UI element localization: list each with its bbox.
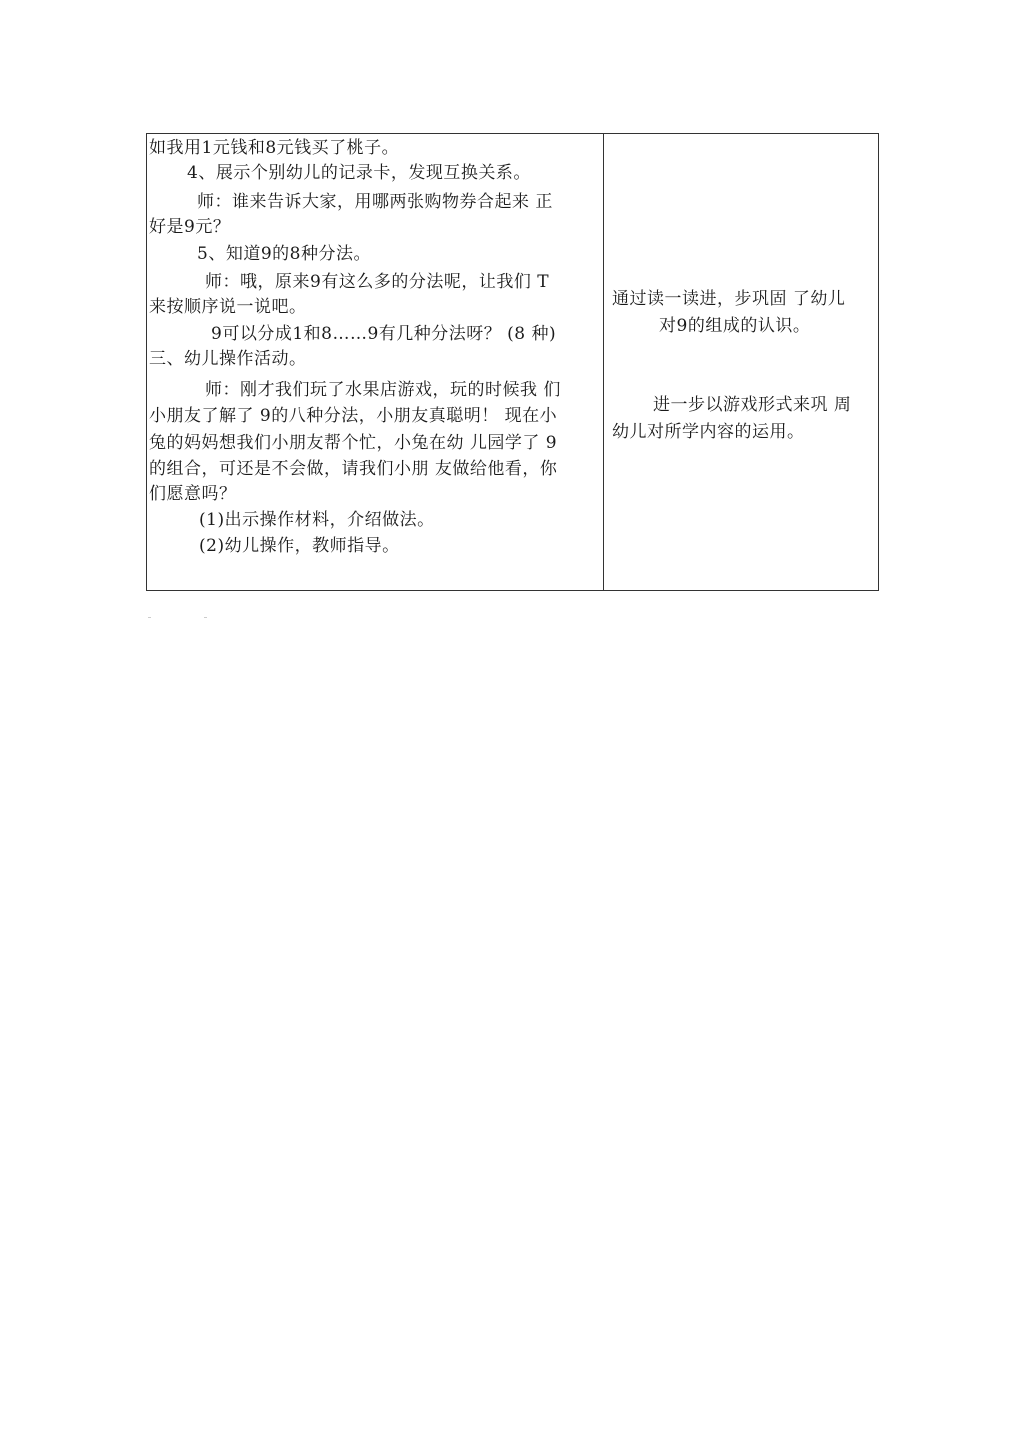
left-line-3: 师：谁来告诉大家，用哪两张购物券合起来 正 <box>197 192 553 212</box>
column-divider <box>603 134 604 590</box>
left-line-10: 师：刚才我们玩了水果店游戏，玩的时候我 们 <box>205 380 561 400</box>
left-line-13: 的组合，可还是不会做，请我们小朋 友做给他看，你 <box>149 459 558 479</box>
left-line-8: 9可以分成1和8……9有几种分法呀？ (8 种) <box>211 324 557 344</box>
right-note-2-line-1: 进一步以游戏形式来巩 周 <box>653 395 852 415</box>
right-note-1-line-2: 对9的组成的认识。 <box>659 316 811 336</box>
left-line-15: (1)出示操作材料，介绍做法。 <box>199 510 435 530</box>
left-line-6: 师：哦，原来9有这么多的分法呢，让我们 T <box>205 272 550 292</box>
right-note-2-line-2: 幼儿对所学内容的运用。 <box>612 422 805 442</box>
left-line-4: 好是9元？ <box>149 217 231 237</box>
left-line-5: 5、知道9的8种分法。 <box>197 244 371 264</box>
scan-artifact <box>148 617 151 618</box>
left-line-1: 如我用1元钱和8元钱买了桃子。 <box>149 138 400 158</box>
left-line-12: 兔的妈妈想我们小朋友帮个忙，小兔在幼 儿园学了 9 <box>149 433 558 453</box>
left-line-7: 来按顺序说一说吧。 <box>149 297 307 317</box>
left-line-11: 小朋友了解了 9的八种分法，小朋友真聪明！ 现在小 <box>149 406 558 426</box>
left-line-14: 们愿意吗？ <box>149 484 237 504</box>
right-note-1-line-1: 通过读一读进，步巩固 了幼儿 <box>612 289 846 309</box>
left-line-2: 4、展示个别幼儿的记录卡，发现互换关系。 <box>187 163 531 183</box>
left-line-16: (2)幼儿操作，教师指导。 <box>199 536 400 556</box>
left-line-9: 三、幼儿操作活动。 <box>149 349 307 369</box>
lesson-plan-table <box>146 133 879 591</box>
scan-artifact <box>204 617 207 618</box>
